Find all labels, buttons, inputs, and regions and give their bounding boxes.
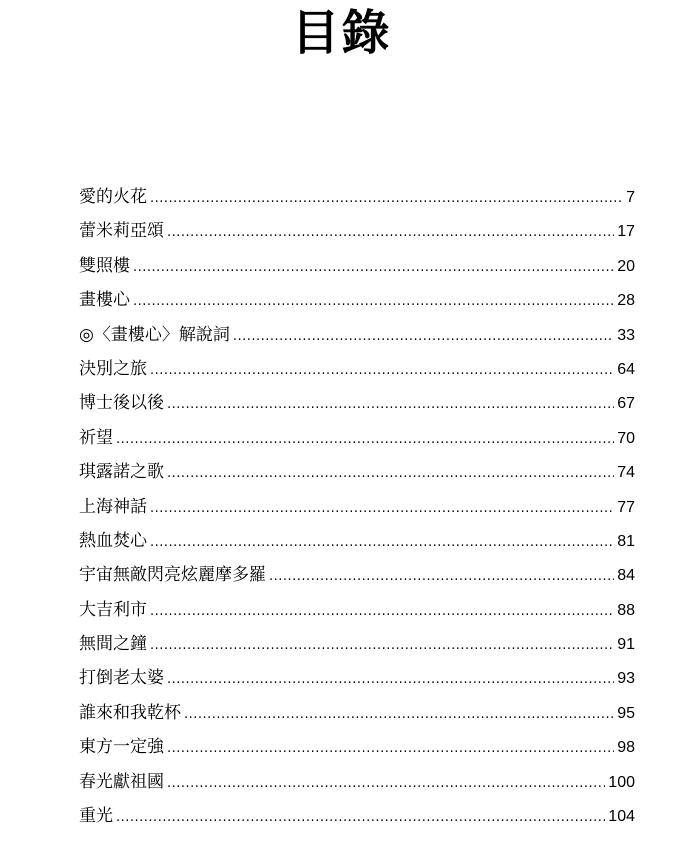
toc-page-number: 95	[617, 704, 635, 722]
toc-entry	[79, 283, 635, 317]
toc-entry	[79, 696, 635, 730]
toc-page-number: 81	[617, 532, 635, 550]
dot-leader	[150, 629, 614, 663]
toc-page-number: 64	[617, 360, 635, 378]
toc-list	[79, 180, 635, 833]
dot-leader	[150, 182, 623, 216]
toc-page-number: 20	[617, 257, 635, 275]
dot-leader	[150, 492, 614, 526]
dot-leader	[150, 595, 614, 629]
toc-entry	[79, 627, 635, 661]
dot-leader	[150, 526, 614, 560]
toc-entry-title: 重光	[79, 806, 113, 827]
toc-page-number: 98	[617, 739, 635, 757]
toc-entry	[79, 455, 635, 489]
toc-entry	[79, 421, 635, 455]
toc-entry-title: 決別之旅	[79, 358, 147, 379]
toc-entry-title: 蕾米莉亞頌	[79, 221, 164, 242]
toc-entry-title: 春光獻祖國	[79, 771, 164, 792]
dot-leader	[167, 388, 614, 422]
toc-page-number: 84	[617, 567, 635, 585]
dot-leader	[167, 457, 614, 491]
toc-entry-title: 打倒老太婆	[79, 668, 164, 689]
dot-leader	[116, 801, 605, 835]
dot-leader	[167, 663, 614, 697]
dot-leader	[233, 320, 614, 354]
toc-entry-title: 大吉利市	[79, 599, 147, 620]
toc-entry	[79, 249, 635, 283]
toc-entry-title: 東方一定強	[79, 737, 164, 758]
toc-page-number: 104	[608, 808, 635, 826]
dot-leader	[116, 423, 614, 457]
toc-page-number: 17	[617, 223, 635, 241]
page-title: 目錄	[291, 5, 392, 61]
toc-entry	[79, 524, 635, 558]
dot-leader	[269, 560, 614, 594]
toc-entry-title: 雙照樓	[79, 255, 130, 276]
toc-entry	[79, 386, 635, 420]
toc-entry-title: 博士後以後	[79, 393, 164, 414]
toc-entry-title: 熱血焚心	[79, 530, 147, 551]
toc-entry	[79, 318, 635, 352]
toc-entry	[79, 661, 635, 695]
dot-leader	[167, 216, 614, 250]
dot-leader	[133, 251, 614, 285]
toc-page-number: 74	[617, 464, 635, 482]
toc-entry-title: 愛的火花	[79, 187, 147, 207]
dot-leader	[150, 354, 614, 388]
toc-page-number: 7	[626, 189, 635, 206]
toc-page-number: 93	[617, 670, 635, 688]
toc-entry-title: ◎〈畫樓心〉解說詞	[79, 324, 230, 345]
dot-leader	[167, 732, 614, 766]
toc-entry	[79, 765, 635, 799]
toc-entry-title: 祈望	[79, 427, 113, 448]
toc-entry-title: 無間之鐘	[79, 634, 147, 655]
toc-entry	[79, 593, 635, 627]
toc-entry	[79, 730, 635, 764]
toc-entry-title: 誰來和我乾杯	[79, 702, 181, 723]
toc-entry	[79, 558, 635, 592]
toc-page-number: 91	[617, 636, 635, 654]
dot-leader	[133, 285, 614, 319]
toc-page-number: 88	[617, 601, 635, 619]
toc-entry	[79, 352, 635, 386]
toc-entry-title: 畫樓心	[79, 290, 130, 311]
toc-page-number: 77	[617, 498, 635, 516]
toc-entry	[79, 180, 635, 214]
toc-entry	[79, 799, 635, 833]
toc-entry-title: 琪露諾之歌	[79, 462, 164, 483]
toc-page-number: 70	[617, 429, 635, 447]
toc-page-number: 33	[617, 326, 635, 344]
dot-leader	[184, 698, 614, 732]
toc-entry	[79, 490, 635, 524]
toc-entry	[79, 214, 635, 248]
toc-page-number: 100	[608, 773, 635, 791]
toc-entry-title: 宇宙無敵閃亮炫麗摩多羅	[79, 565, 266, 586]
dot-leader	[167, 767, 605, 801]
toc-entry-title: 上海神話	[79, 496, 147, 517]
toc-page-number: 67	[617, 395, 635, 413]
toc-page-number: 28	[617, 292, 635, 310]
